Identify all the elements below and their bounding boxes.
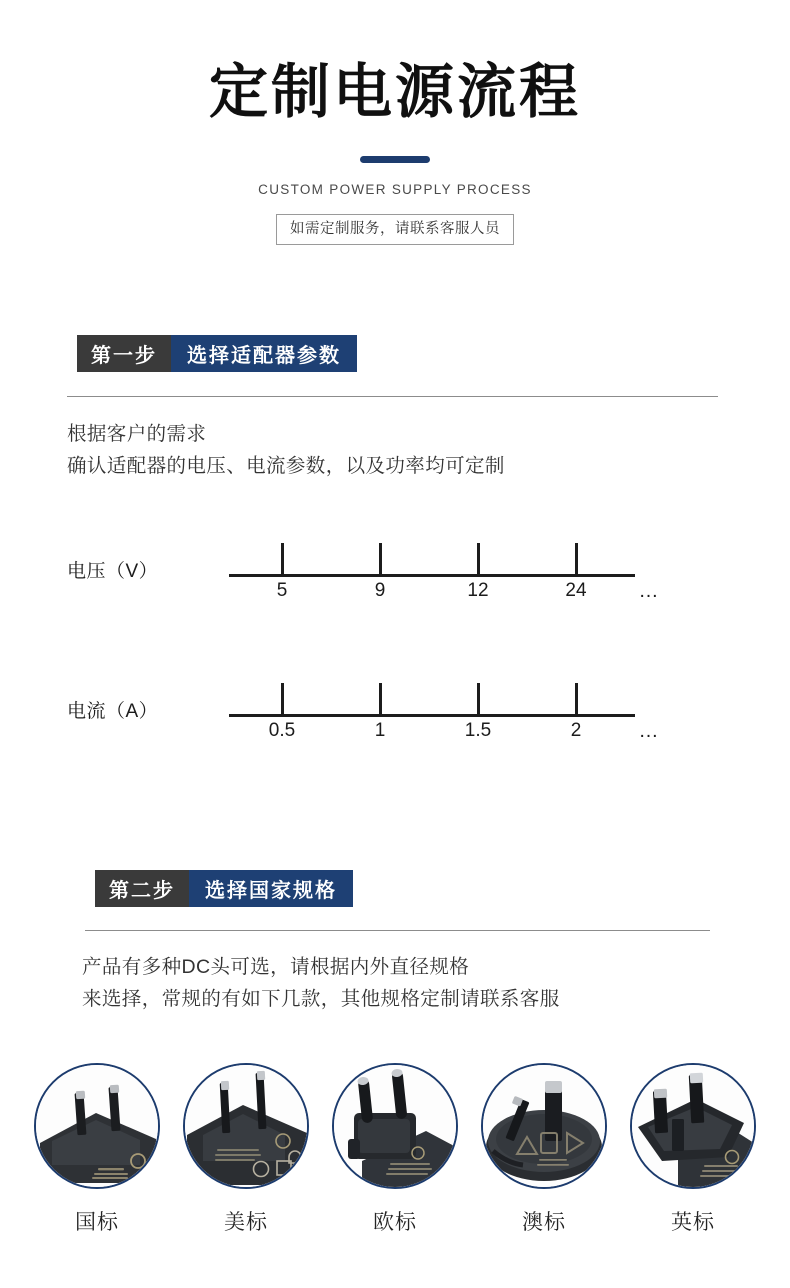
step-two-title: 选择国家规格 — [189, 870, 353, 907]
step-one-description-line-1: 根据客户的需求 — [67, 423, 207, 445]
current-tick-label-1: 0.5 — [268, 720, 296, 742]
voltage-scale-label: 电压（V） — [67, 561, 159, 583]
plug-us-icon — [183, 1063, 309, 1189]
current-scale-label: 电流（A） — [67, 701, 159, 723]
step-one-section — [0, 335, 790, 748]
voltage-tick-1 — [281, 543, 284, 577]
voltage-tick-label-4: 24 — [565, 580, 587, 602]
step-one-number: 第一步 — [77, 335, 171, 372]
plug-cn-icon — [34, 1063, 160, 1189]
plug-name-eu: 欧标 — [373, 1211, 417, 1234]
step-two-description — [82, 951, 790, 1015]
current-tick-label-3: 1.5 — [464, 720, 492, 742]
plug-au-icon — [481, 1063, 607, 1189]
voltage-scale-axis — [229, 574, 635, 577]
plug-item-cn[interactable] — [35, 1063, 159, 1236]
plug-uk-icon — [630, 1063, 756, 1189]
plug-item-uk[interactable] — [631, 1063, 755, 1236]
page-header — [0, 0, 790, 245]
plug-item-us[interactable] — [184, 1063, 308, 1236]
voltage-tick-label-1: 5 — [276, 580, 288, 602]
step-one-title: 选择适配器参数 — [171, 335, 357, 372]
current-tick-label-2: 1 — [374, 720, 386, 742]
current-tick-3 — [477, 683, 480, 717]
current-tick-2 — [379, 683, 382, 717]
plug-eu-icon — [332, 1063, 458, 1189]
page-subtitle-english: CUSTOM POWER SUPPLY PROCESS — [258, 181, 532, 197]
voltage-tick-3 — [477, 543, 480, 577]
voltage-tick-2 — [379, 543, 382, 577]
voltage-tick-label-3: 12 — [467, 580, 489, 602]
plug-name-au: 澳标 — [522, 1211, 566, 1234]
step-two-description-line-1: 产品有多种DC头可选，请根据内外直径规格 — [82, 956, 470, 978]
step-two-section — [0, 870, 790, 1015]
plug-item-eu[interactable] — [333, 1063, 457, 1236]
step-one-divider — [67, 396, 718, 397]
step-two-description-line-2: 来选择，常规的有如下几款，其他规格定制请联系客服 — [82, 988, 560, 1011]
current-overflow-marker: … — [638, 720, 660, 743]
step-one-banner — [77, 335, 357, 372]
plug-name-cn: 国标 — [75, 1211, 119, 1234]
step-one-description-line-2: 确认适配器的电压、电流参数，以及功率均可定制 — [67, 455, 505, 478]
current-tick-label-4: 2 — [570, 720, 582, 742]
voltage-tick-label-2: 9 — [374, 580, 386, 602]
voltage-scale — [67, 530, 687, 608]
step-one-description — [67, 418, 790, 482]
plug-name-uk: 英标 — [671, 1211, 715, 1234]
voltage-tick-4 — [575, 543, 578, 577]
plug-name-us: 美标 — [224, 1211, 268, 1234]
voltage-overflow-marker: … — [638, 580, 660, 603]
current-scale-axis — [229, 714, 635, 717]
current-tick-4 — [575, 683, 578, 717]
current-scale — [67, 670, 687, 748]
step-two-banner — [95, 870, 353, 907]
plug-item-au[interactable] — [482, 1063, 606, 1236]
step-two-divider — [85, 930, 710, 931]
current-tick-1 — [281, 683, 284, 717]
title-accent-bar — [360, 156, 430, 163]
page-title: 定制电源流程 — [208, 59, 581, 125]
plug-standards-gallery — [0, 1063, 790, 1236]
step-two-number: 第二步 — [95, 870, 189, 907]
contact-service-notice: 如需定制服务，请联系客服人员 — [276, 214, 514, 245]
